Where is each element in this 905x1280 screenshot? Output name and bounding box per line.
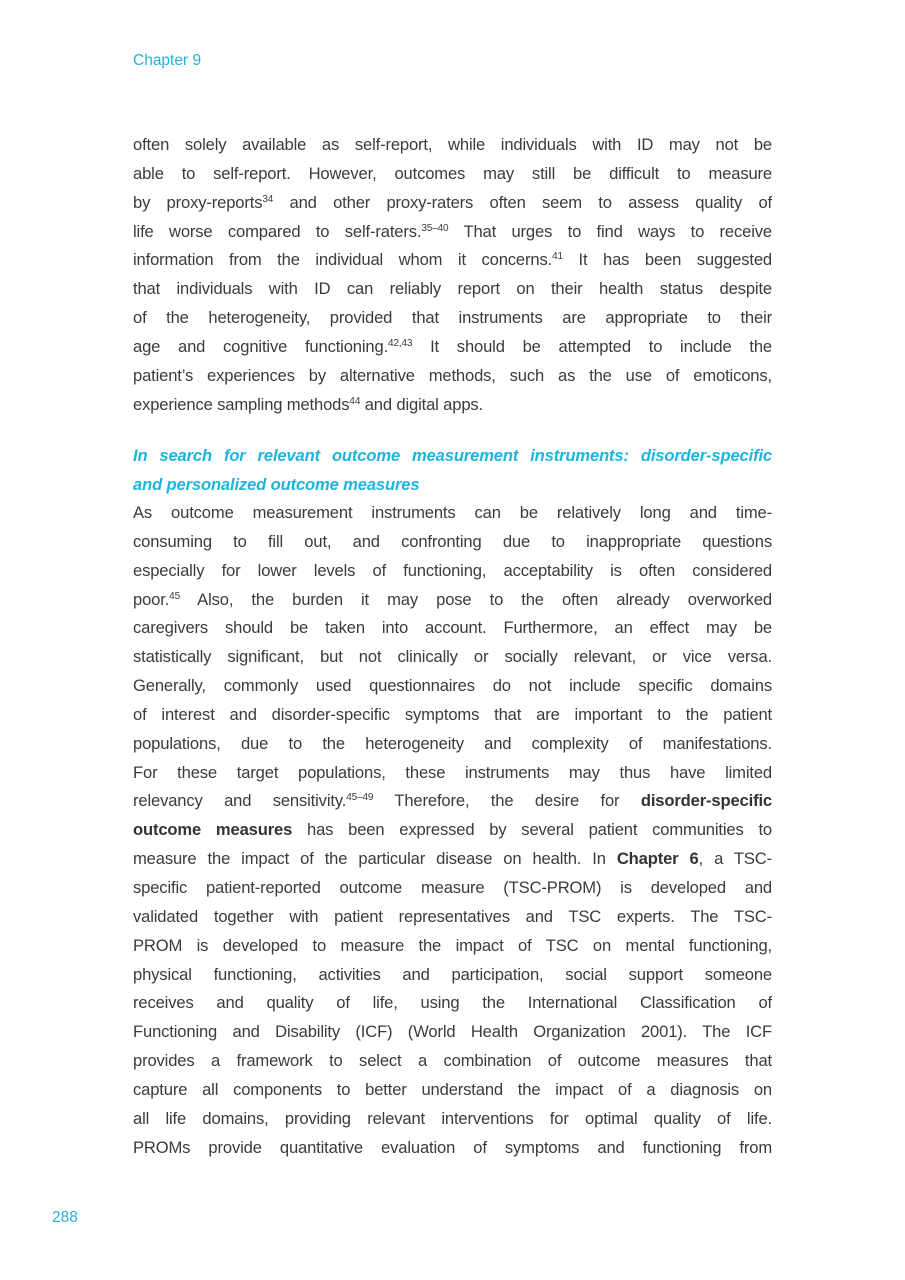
- text-run: , a TSC-: [698, 849, 772, 869]
- text-run: Generally, commonly used questionnaires do not include specific domains: [133, 676, 772, 696]
- text-run: specific patient-reported outcome measure (TSC-PROM) is developed and: [133, 877, 772, 897]
- citation-superscript: 44: [349, 395, 361, 407]
- text-line: [133, 246, 772, 275]
- text-run: It should be attempted to include the: [412, 336, 772, 356]
- section-heading: [133, 442, 772, 499]
- text-run: and personalized outcome measures: [133, 474, 420, 494]
- text-line: [133, 557, 772, 586]
- text-line: [133, 759, 772, 788]
- text-line: [133, 528, 772, 557]
- text-line: [133, 131, 772, 160]
- text-run: physical functioning, activities and participation, social support someone: [133, 964, 772, 984]
- text-run: able to self-report. However, outcomes may still be difficult to measure: [133, 163, 772, 183]
- text-line: [133, 903, 772, 932]
- text-run: by proxy-reports: [133, 192, 263, 212]
- citation-superscript: 45–49: [346, 792, 374, 804]
- text-run: life worse compared to self-raters.: [133, 221, 422, 241]
- text-run: Functioning and Disability (ICF) (World Health Organization 2001). The ICF: [133, 1022, 772, 1042]
- text-run: information from the individual whom it concerns.: [133, 250, 553, 270]
- text-line: [133, 672, 772, 701]
- text-run: Also, the burden it may pose to the often already overworked: [179, 589, 772, 609]
- text-line: [133, 160, 772, 189]
- bold-term: Chapter 6: [616, 849, 699, 869]
- text-run: poor.: [133, 589, 170, 609]
- text-run: validated together with patient representatives and TSC experts. The TSC-: [133, 906, 772, 926]
- text-run: caregivers should be taken into account. Furthermore, an effect may be: [133, 618, 772, 638]
- text-line: [133, 874, 772, 903]
- text-line: [133, 989, 772, 1018]
- text-run: That urges to find ways to receive: [448, 221, 772, 241]
- text-run: that individuals with ID can reliably report on their health status despite: [133, 279, 772, 299]
- text-line: [133, 275, 772, 304]
- text-line: [133, 1134, 772, 1163]
- text-run: PROM is developed to measure the impact of TSC on mental functioning,: [133, 935, 772, 955]
- text-run: has been expressed by several patient communities to: [292, 820, 772, 840]
- text-line: [133, 961, 772, 990]
- text-line: [133, 614, 772, 643]
- text-run: It has been suggested: [562, 250, 773, 270]
- text-line: [133, 1076, 772, 1105]
- text-run: As outcome measurement instruments can be relatively long and time-: [133, 503, 772, 522]
- text-line: [133, 304, 772, 333]
- text-run: of interest and disorder-specific symptoms that are important to the patient: [133, 704, 772, 724]
- text-line: [133, 471, 772, 500]
- text-run: and other proxy-raters often seem to assess quality of: [273, 192, 773, 212]
- bold-term: outcome measures: [133, 820, 293, 840]
- text-line: [133, 333, 772, 362]
- text-run: For these target populations, these instruments may thus have limited: [133, 762, 772, 782]
- citation-superscript: 34: [262, 193, 274, 205]
- text-run: often solely available as self-report, while individuals with ID may not be: [133, 135, 772, 154]
- text-run: patient’s experiences by alternative methods, such as the use of emoticons,: [133, 365, 772, 385]
- text-run: and digital apps.: [360, 394, 484, 414]
- text-run: especially for lower levels of functioning, acceptability is often considered: [133, 560, 772, 580]
- text-run: statistically significant, but not clinically or socially relevant, or vice versa.: [133, 647, 772, 667]
- text-line: [133, 730, 772, 759]
- citation-superscript: 35–40: [421, 222, 449, 234]
- page-number: 288: [52, 1209, 78, 1226]
- text-run: relevancy and sensitivity.: [133, 791, 347, 811]
- text-run: capture all components to better understand the impact of a diagnosis on: [133, 1079, 772, 1099]
- running-head: Chapter 9: [133, 52, 202, 69]
- text-run: age and cognitive functioning.: [133, 336, 389, 356]
- text-run: receives and quality of life, using the International Classification of: [133, 993, 772, 1013]
- text-line: [133, 442, 772, 471]
- paragraph-2: [133, 499, 772, 1162]
- text-line: [133, 932, 772, 961]
- text-line: [133, 1047, 772, 1076]
- text-line: [133, 643, 772, 672]
- text-line: [133, 1105, 772, 1134]
- text-run: populations, due to the heterogeneity and complexity of manifestations.: [133, 733, 772, 753]
- text-run: Therefore, the desire for: [373, 791, 641, 811]
- text-line: [133, 787, 772, 816]
- text-run: all life domains, providing relevant interventions for optimal quality of life.: [133, 1108, 772, 1128]
- text-line: [133, 499, 772, 528]
- bold-term: disorder-specific: [640, 791, 772, 811]
- text-run: PROMs provide quantitative evaluation of symptoms and functioning from: [133, 1137, 772, 1157]
- text-line: [133, 586, 772, 615]
- text-line: [133, 391, 772, 420]
- text-line: [133, 218, 772, 247]
- paragraph-1: [133, 131, 772, 419]
- text-line: [133, 1018, 772, 1047]
- citation-superscript: 41: [552, 251, 563, 263]
- text-line: [133, 701, 772, 730]
- text-run: of the heterogeneity, provided that instruments are appropriate to their: [133, 308, 772, 328]
- text-line: [133, 189, 772, 218]
- text-run: In search for relevant outcome measurement instruments: disorder-specific: [133, 446, 772, 465]
- text-run: measure the impact of the particular disease on health. In: [133, 849, 617, 869]
- text-line: [133, 362, 772, 391]
- text-line: [133, 816, 772, 845]
- text-line: [133, 845, 772, 874]
- citation-superscript: 45: [169, 590, 180, 602]
- text-run: provides a framework to select a combination of outcome measures that: [133, 1051, 772, 1071]
- text-run: consuming to fill out, and confronting due to inappropriate questions: [133, 531, 772, 551]
- citation-superscript: 42,43: [388, 337, 413, 349]
- text-run: experience sampling methods: [133, 394, 350, 414]
